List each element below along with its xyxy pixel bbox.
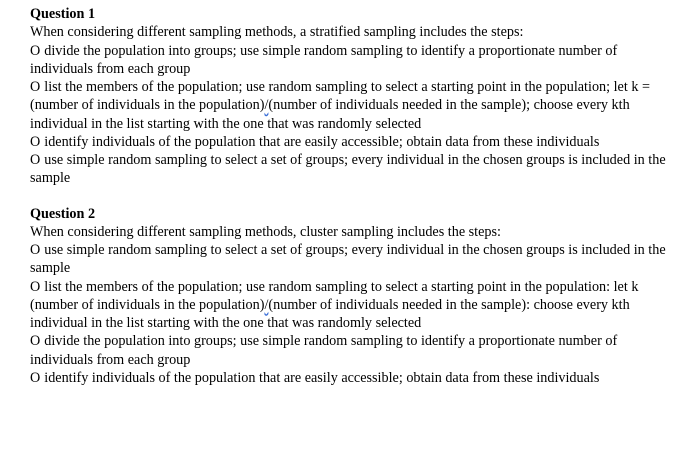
radio-icon[interactable]: O [30,278,41,295]
option-text: use simple random sampling to select a set of groups; every individual in the chosen groups is included in the sample [30,152,666,187]
question-prompt: When considering different sampling methods, cluster sampling includes the steps: [30,223,501,240]
radio-icon[interactable]: O [30,79,41,95]
proofing-mark: / [264,97,269,114]
radio-icon[interactable]: O [30,42,41,59]
answer-option[interactable] [30,369,670,387]
answer-option[interactable] [30,133,670,151]
question-1 [30,5,670,188]
option-text: list the members of the population; use random sampling to select a starting point in the population; let k = (number of individuals in the population) [30,79,650,114]
option-text: identify individuals of the population that are easily accessible; obtain data from these individuals [44,369,600,386]
radio-icon[interactable]: O [30,152,41,168]
answer-option[interactable] [30,78,670,133]
document-body [30,5,670,387]
question-prompt: When considering different sampling methods, a stratified sampling includes the steps: [30,24,524,41]
radio-icon[interactable]: O [30,242,41,258]
question-2 [30,205,670,388]
option-text-continued: (number of individuals needed in the sample); choose every kth individual in the list starting with the one that was randomly selected [30,97,630,132]
radio-icon[interactable]: O [30,133,41,150]
option-text: divide the population into groups; use simple random sampling to identify a proportionate number of individuals from each group [30,333,618,368]
answer-option[interactable] [30,42,670,79]
question-title: Question 2 [30,205,96,222]
answer-option[interactable] [30,241,670,278]
proofing-mark: / [264,296,269,313]
answer-option[interactable] [30,151,670,188]
answer-option[interactable] [30,332,670,369]
radio-icon[interactable]: O [30,333,41,350]
option-text: use simple random sampling to select a set of groups; every individual in the chosen groups is included in the sample [30,242,666,277]
option-text: list the members of the population; use random sampling to select a starting point in the population: let k (number of individuals in the population) [30,278,639,313]
option-text: identify individuals of the population that are easily accessible; obtain data from these individuals [44,133,600,150]
radio-icon[interactable]: O [30,369,41,386]
answer-option[interactable] [30,278,670,333]
option-text-continued: (number of individuals needed in the sample): choose every kth individual in the list starting with the one that was randomly selected [30,296,630,331]
option-text: divide the population into groups; use simple random sampling to identify a proportionate number of individuals from each group [30,42,618,77]
question-title: Question 1 [30,6,96,22]
